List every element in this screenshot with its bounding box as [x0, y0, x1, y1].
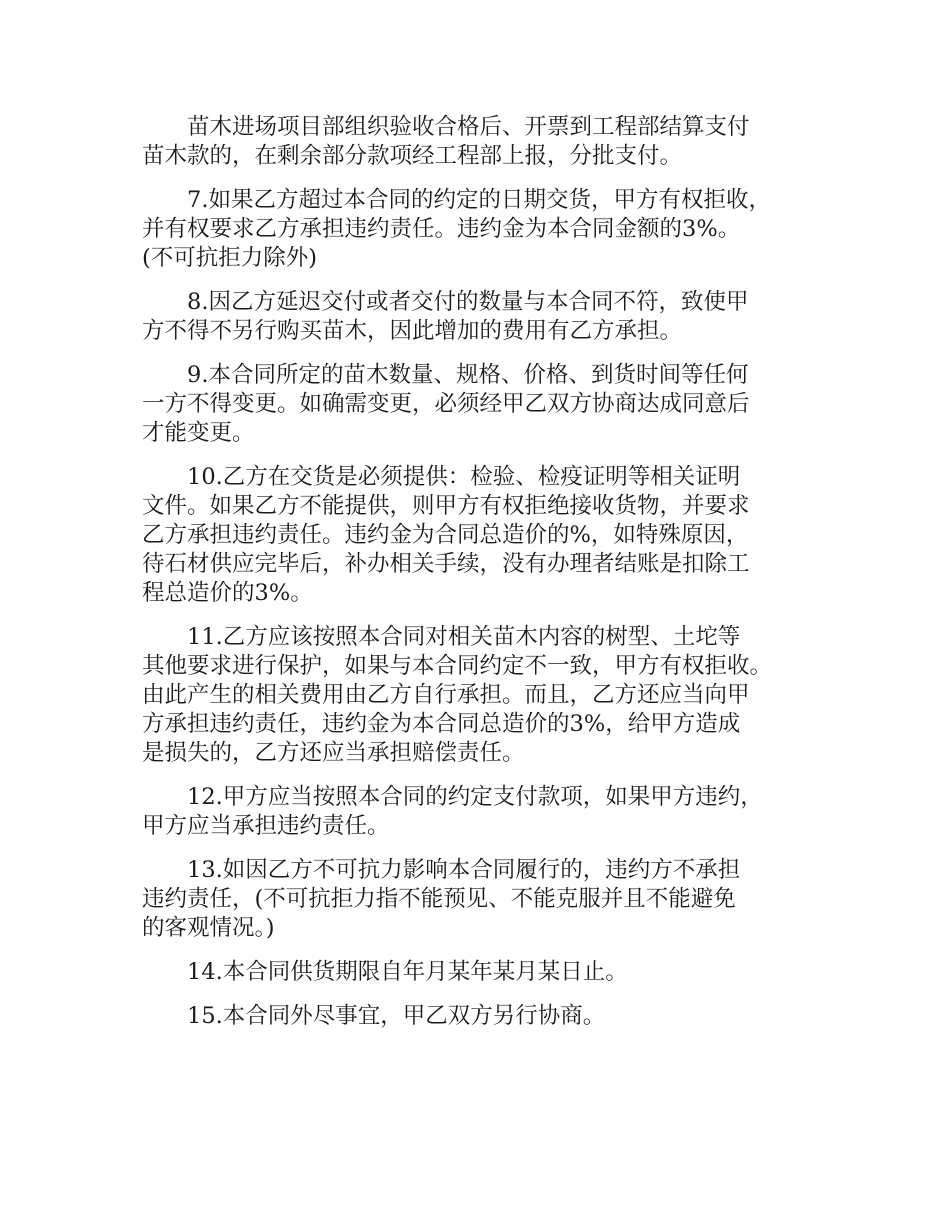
paragraph-line: 9.本合同所定的苗木数量、规格、价格、到货时间等任何	[187, 362, 749, 388]
paragraph-line: 甲方应当承担违约责任。	[142, 813, 390, 839]
paragraph-line: (不可抗拒力除外)	[142, 245, 318, 271]
clause-8	[142, 288, 832, 346]
clause-13	[142, 856, 832, 943]
paragraph-payment-continuation	[142, 113, 832, 171]
paragraph-line: 方承担违约责任，违约金为本合同总造价的3%，给甲方造成	[142, 711, 741, 737]
paragraph-line: 8.因乙方延迟交付或者交付的数量与本合同不符，致使甲	[187, 289, 749, 315]
paragraph-line: 违约责任，(不可抗拒力指不能预见、不能克服并且不能避免	[142, 886, 736, 912]
paragraph-line: 待石材供应完毕后，补办相关手续，没有办理者结账是扣除工	[142, 551, 750, 577]
clause-14	[142, 958, 832, 987]
paragraph-line: 苗木进场项目部组织验收合格后、开票到工程部结算支付	[187, 114, 750, 140]
clause-9	[142, 361, 832, 448]
clause-7	[142, 186, 832, 273]
paragraph-line: 15.本合同外尽事宜，甲乙双方另行协商。	[187, 1003, 606, 1029]
paragraph-line: 程总造价的3%。	[142, 580, 313, 606]
paragraph-line: 方不得不另行购买苗木，因此增加的费用有乙方承担。	[142, 318, 683, 344]
paragraph-line: 11.乙方应该按照本合同对相关苗木内容的树型、土坨等	[187, 624, 741, 650]
paragraph-line: 7.如果乙方超过本合同的约定的日期交货，甲方有权拒收，	[187, 187, 771, 213]
clause-10	[142, 463, 832, 608]
paragraph-line: 13.如因乙方不可抗力影响本合同履行的，违约方不承担	[187, 857, 741, 883]
paragraph-line: 14.本合同供货期限自年月某年某月某日止。	[187, 959, 628, 985]
paragraph-line: 的客观情况。)	[142, 915, 275, 941]
clause-11	[142, 623, 832, 768]
paragraph-line: 12.甲方应当按照本合同的约定支付款项，如果甲方违约，	[187, 784, 763, 810]
paragraph-line: 是损失的，乙方还应当承担赔偿责任。	[142, 740, 525, 766]
paragraph-line: 10.乙方在交货是必须提供：检验、检疫证明等相关证明	[187, 464, 741, 490]
paragraph-line: 一方不得变更。如确需变更，必须经甲乙双方协商达成同意后	[142, 391, 750, 417]
clause-12	[142, 783, 832, 841]
paragraph-line: 苗木款的，在剩余部分款项经工程部上报，分批支付。	[142, 143, 683, 169]
paragraph-line: 由此产生的相关费用由乙方自行承担。而且，乙方还应当向甲	[142, 682, 750, 708]
paragraph-line: 才能变更。	[142, 420, 255, 446]
clause-15	[142, 1002, 832, 1031]
paragraph-line: 并有权要求乙方承担违约责任。违约金为本合同金额的3%。	[142, 216, 741, 242]
contract-body	[142, 113, 832, 1046]
paragraph-line: 文件。如果乙方不能提供，则甲方有权拒绝接收货物，并要求	[142, 493, 750, 519]
paragraph-line: 乙方承担违约责任。违约金为合同总造价的%，如特殊原因，	[142, 522, 749, 548]
paragraph-line: 其他要求进行保护，如果与本合同约定不一致，甲方有权拒收。	[142, 653, 773, 679]
